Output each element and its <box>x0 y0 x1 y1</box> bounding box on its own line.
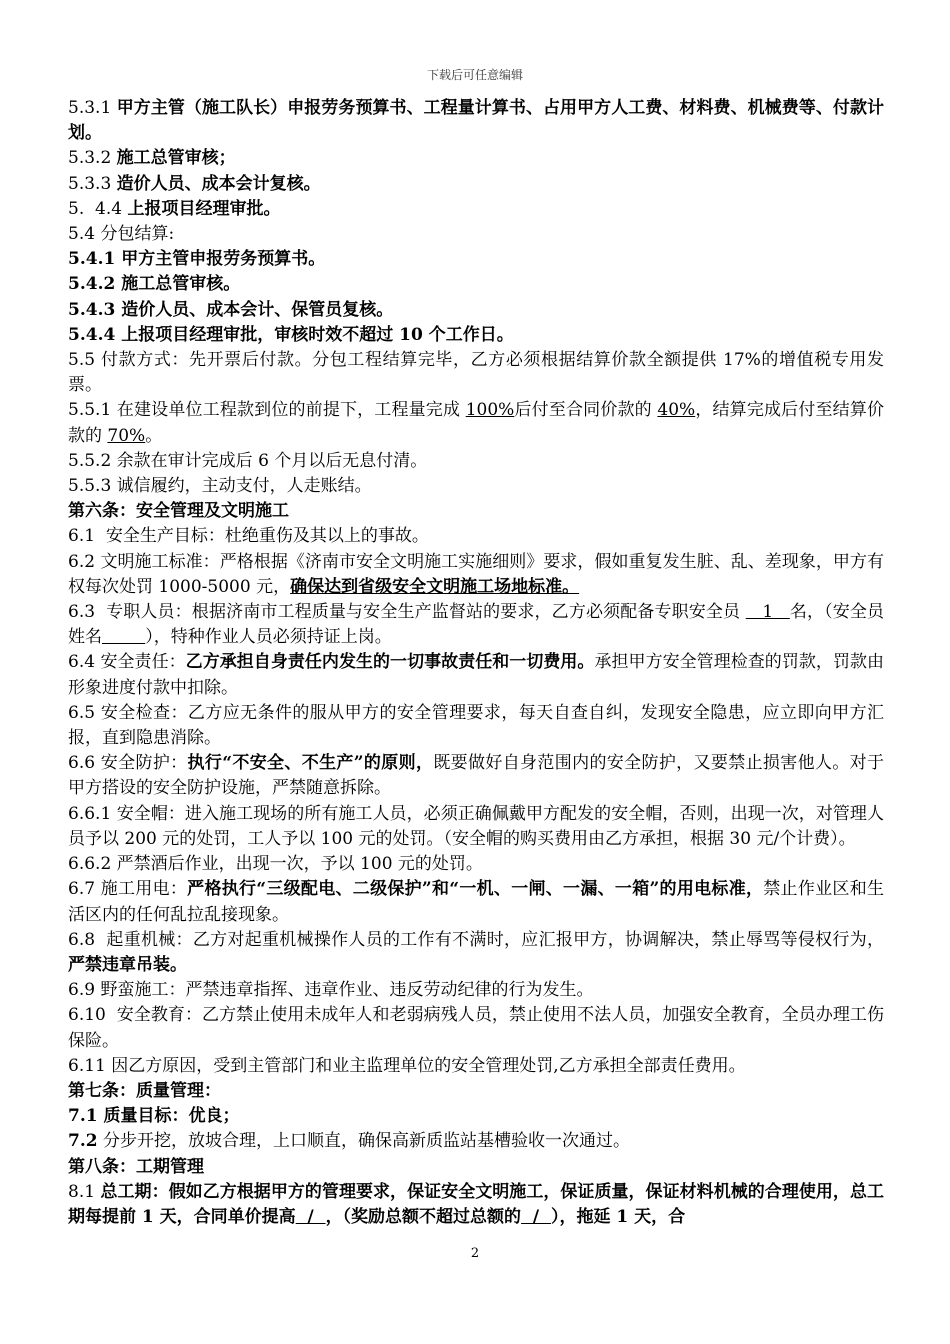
text-run: 5.4.4 上报项目经理审批，审核时效不超过 10 个工作日。 <box>68 324 514 345</box>
paragraph <box>68 1104 884 1129</box>
text-run: 5.4.2 施工总管审核。 <box>68 274 241 295</box>
text-run: 乙方承担自身责任内发生的一切事故责任和一切费用。 <box>185 652 595 673</box>
text-run: 5.3.1 <box>68 98 117 118</box>
paragraph <box>68 650 884 700</box>
text-run: 5.5.2 余款在审计完成后 6 个月以后无息付清。 <box>68 450 428 471</box>
text-run: 分步开挖，放坡合理，上口顺直，确保高新质监站基槽验收一次通过。 <box>97 1131 630 1152</box>
text-run <box>102 627 145 647</box>
paragraph <box>68 600 884 650</box>
text-run: 6.4 安全责任： <box>68 652 186 673</box>
text-run: 5.4.3 造价人员、成本会计、保管员复核。 <box>68 299 394 320</box>
paragraph <box>68 550 884 600</box>
text-run: 5.4.1 甲方主管申报劳务预算书。 <box>68 249 326 270</box>
text-run: 5.3.2 <box>68 148 117 169</box>
text-run: 5.5.3 诚信履约，主动支付，人走账结。 <box>68 476 372 497</box>
paragraph <box>68 499 884 524</box>
text-run: 执行“不安全、不生产”的原则， <box>187 753 434 774</box>
text-run: 6.11 因乙方原因，受到主管部门和业主监理单位的安全管理处罚,乙方承担全部责任费用。 <box>68 1055 746 1076</box>
text-run: 后付至合同价款的 <box>514 400 658 421</box>
paragraph <box>68 96 884 146</box>
text-run: 甲方主管（施工队长）申报劳务预算书、工程量计算书、占用甲方人工费、材料费、机械费等、付款计划。 <box>68 98 884 144</box>
paragraph <box>68 701 884 751</box>
paragraph <box>68 1079 884 1104</box>
text-run: ，结算完成后付至结算价款的 <box>68 400 885 446</box>
text-run: 5.4 分包结算: <box>68 224 175 245</box>
text-run: 6.10 安全教育：乙方禁止使用未成年人和老弱病残人员，禁止使用不法人员，加强安全教育，全员办理工伤保险。 <box>68 1005 884 1051</box>
text-run: / <box>295 1206 326 1227</box>
text-run: 既要做好自身范围内的安全防护，又要禁止损害他人。对于甲方搭设的安全防护设施，严禁随意拆除。 <box>68 753 884 799</box>
text-run: 禁止作业区和生活区内的任何乱拉乱接现象。 <box>68 879 884 925</box>
paragraph <box>68 298 884 323</box>
paragraph <box>68 1003 884 1053</box>
text-run: 6.9 野蛮施工：严禁违章指挥、违章作业、违反劳动纪律的行为发生。 <box>68 980 594 1001</box>
document-body <box>68 96 884 1230</box>
text-run: 100% <box>465 400 515 421</box>
text-run: 施工总管审核； <box>116 148 236 169</box>
text-run: 6.5 安全检查：乙方应无条件的服从甲方的安全管理要求，每天自查自纠，发现安全隐患，应立即向甲方汇报，直到隐患消除。 <box>68 702 884 749</box>
text-run: 70% <box>107 425 146 446</box>
paragraph <box>68 751 884 801</box>
text-run: 7.1 质量目标：优良； <box>68 1106 240 1127</box>
text-run: 5.3.3 <box>68 173 117 194</box>
text-run: 7.2 <box>68 1131 98 1152</box>
paragraph <box>68 1129 884 1154</box>
text-run: 严格执行“三级配电、二级保护”和“一机、一闸、一漏、一箱”的用电标准， <box>187 879 764 900</box>
text-run: 上报项目经理审批。 <box>127 198 281 219</box>
text-run: 5.5.1 在建设单位工程款到位的前提下，工程量完成 <box>68 400 466 421</box>
text-run: 第六条：安全管理及文明施工 <box>68 501 289 522</box>
text-run: 第七条：质量管理： <box>68 1080 221 1101</box>
paragraph <box>68 146 884 171</box>
text-run: 40% <box>657 400 696 421</box>
text-run: 严禁违章吊装。 <box>68 954 187 975</box>
paragraph <box>68 928 884 978</box>
paragraph <box>68 802 884 852</box>
paragraph <box>68 449 884 474</box>
paragraph <box>68 524 884 549</box>
text-run: / <box>521 1206 551 1227</box>
text-run: 5.5 付款方式：先开票后付款。分包工程结算完毕，乙方必须根据结算价款全额提供 17%的增值税专用发票。 <box>68 350 884 396</box>
paragraph <box>68 852 884 877</box>
text-run: 名，（安全员姓名 <box>68 602 884 648</box>
text-run: 总工期：假如乙方根据甲方的管理要求，保证安全文明施工，保证质量，保证材料机械的合理使用，总工期每提前 1 天，合同单价提高 <box>68 1181 884 1227</box>
text-run: 6.3 专职人员：根据济南市工程质量与安全生产监督站的要求，乙方必须配备专职安全员 <box>68 602 746 623</box>
text-run: 第八条：工期管理 <box>68 1156 204 1177</box>
paragraph <box>68 877 884 927</box>
text-run: 6.6 安全防护： <box>68 753 188 774</box>
paragraph <box>68 272 884 297</box>
text-run: 6.1 安全生产目标：杜绝重伤及其以上的事故。 <box>68 526 429 547</box>
paragraph <box>68 197 884 222</box>
text-run: 。 <box>145 425 163 446</box>
text-run: ），特种作业人员必须持证上岗。 <box>145 627 392 648</box>
paragraph <box>68 1155 884 1180</box>
text-run: 承担甲方安全管理检查的罚款，罚款由形象进度付款中扣除。 <box>68 652 885 698</box>
paragraph <box>68 172 884 197</box>
paragraph <box>68 1180 884 1230</box>
text-run: 8.1 <box>68 1181 101 1202</box>
text-run: 6.6.1 安全帽：进入施工现场的所有施工人员，必须正确佩戴甲方配发的安全帽，否则，出现一次，对管理人员予以 200 元的处罚，工人予以 100 元的处罚。（安全帽的购买费用由乙方承担，根据 30 元/个计费）。 <box>68 803 884 849</box>
paragraph <box>68 1054 884 1079</box>
text-run: 6.7 施工用电： <box>68 879 188 900</box>
paragraph <box>68 247 884 272</box>
text-run: 确保达到省级安全文明施工场地标准。 <box>290 576 580 597</box>
paragraph <box>68 323 884 348</box>
paragraph <box>68 398 884 448</box>
text-run: 造价人员、成本会计复核。 <box>116 173 321 194</box>
paragraph <box>68 978 884 1003</box>
text-run: ），拖延 1 天，合 <box>550 1206 686 1227</box>
text-run: ，（奖励总额不超过总额的 <box>325 1206 522 1227</box>
text-run: 6.6.2 严禁酒后作业，出现一次，予以 100 元的处罚。 <box>68 854 483 875</box>
page-header: 下载后可任意编辑 <box>426 68 523 82</box>
text-run: 6.8 起重机械：乙方对起重机械操作人员的工作有不满时，应汇报甲方，协调解决，禁止辱骂等侵权行为， <box>68 929 884 950</box>
page-number: 2 <box>470 1246 480 1261</box>
paragraph <box>68 348 884 398</box>
text-run: 1 <box>745 602 790 623</box>
paragraph <box>68 474 884 499</box>
text-run: 6.2 文明施工标准：严格根据《济南市安全文明施工实施细则》要求，假如重复发生脏、乱、差现象，甲方有权每次处罚 1000-5000 元， <box>68 551 884 597</box>
text-run: 5. 4.4 <box>68 198 128 219</box>
paragraph <box>68 222 884 247</box>
